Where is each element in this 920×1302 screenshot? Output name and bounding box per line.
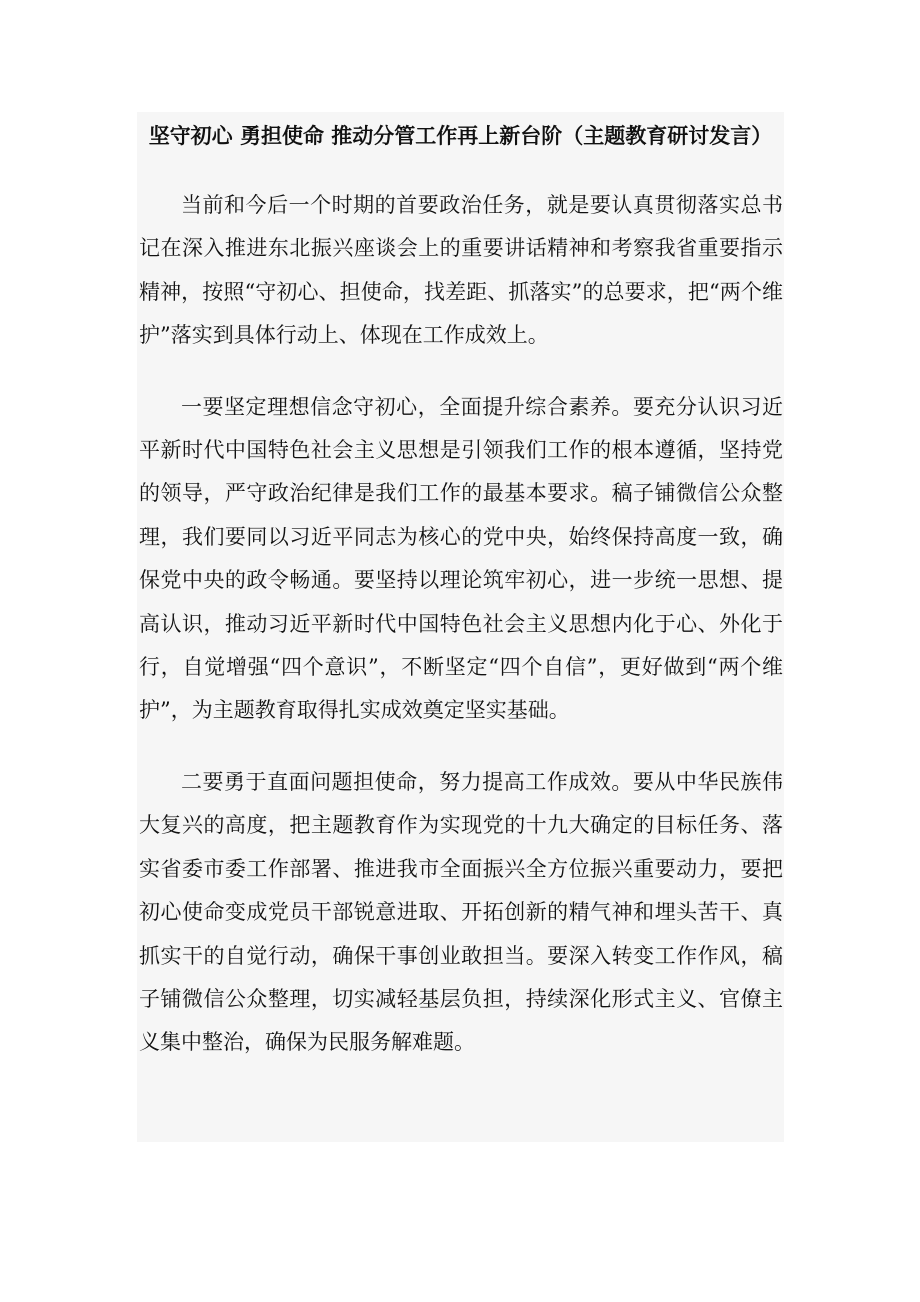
paragraph-2: 一要坚定理想信念守初心，全面提升综合素养。要充分认识习近平新时代中国特色社会主义思想是引领我们工作的根本遵循，坚持党的领导，严守政治纪律是我们工作的最基本要求。稿子铺微信公众整理，我们要同以习近平同志为核心的党中央，始终保持高度一致，确保党中央的政令畅通。要坚持以理论筑牢初心，进一步统一思想、提高认识，推动习近平新时代中国特色社会主义思想内化于心、外化于行，自觉增强“四个意识”，不断坚定“四个自信”，更好做到“两个维护”，为主题教育取得扎实成效奠定坚实基础。 [139, 394, 783, 723]
document-body [139, 184, 783, 1093]
paragraph-1: 当前和今后一个时期的首要政治任务，就是要认真贯彻落实总书记在深入推进东北振兴座谈会上的重要讲话精神和考察我省重要指示精神，按照“守初心、担使命，找差距、抓落实”的总要求，把“两个维护”落实到具体行动上、体现在工作成效上。 [139, 193, 783, 348]
paragraph-3: 二要勇于直面问题担使命，努力提高工作成效。要从中华民族伟大复兴的高度，把主题教育作为实现党的十九大确定的目标任务、落实省委市委工作部署、推进我市全面振兴全方位振兴重要动力，要把初心使命变成党员干部锐意进取、开拓创新的精气神和埋头苦干、真抓实干的自觉行动，确保干事创业敢担当。要深入转变工作作风，稿子铺微信公众整理，切实减轻基层负担，持续深化形式主义、官僚主义集中整治，确保为民服务解难题。 [139, 769, 783, 1055]
document-title: 坚守初心 勇担使命 推动分管工作再上新台阶（主题教育研讨发言） [148, 123, 773, 148]
